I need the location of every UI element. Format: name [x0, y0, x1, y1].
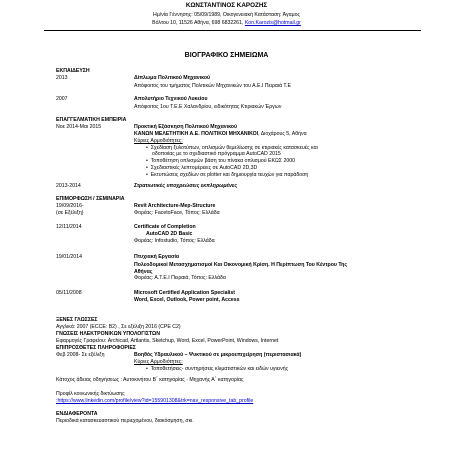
training-date-1b: (σε Εξέλιξη)	[56, 210, 84, 216]
extra-role: Βοηθός Υδραυλικού – Ψυκτικού σε μικροεπιχείρηση (περιστασιακά)	[134, 352, 302, 358]
computer-line: Εφαρμογές Γραφείου: Archicad, Artlantis, Sketchup, Word, Excel, PowerPoint, Windows, Internet	[56, 338, 279, 344]
education-detail-1: Απόφοιτος του τμήματος Πολιτικών Μηχανικών του Α.Ε.Ι Πειραιά Τ.Ε	[134, 83, 291, 89]
experience-address: , Διοχάρους 5, Αθήνα	[258, 131, 307, 137]
header-divider	[44, 30, 421, 31]
military-service: Στρατιωτικές υποχρεώσεις εκπληρωμένες	[134, 183, 238, 189]
training-title-3: Πτυχιακή Εργασία	[134, 254, 180, 260]
experience-role: Προκτική Εξάσκηση Πολιτικού Μηχανικού	[134, 124, 237, 130]
languages-line: Αγγλικά: 2007 (ECCE: B2) , Σε εξέλιξη 2016 (CPE C2)	[56, 324, 181, 330]
bullet-icon: •	[146, 165, 151, 171]
experience-bullet-3: • Σχεδιαστικές λεπτομέρειες σε AutoCAD 2D,3D	[146, 165, 258, 171]
education-heading: ΕΚΠΑΙΔΕΥΣΗ	[56, 68, 90, 74]
training-org-1: Φορέας: FacetoFace, Τόπος: Ελλάδα	[134, 210, 220, 216]
profile-link[interactable]: :https://www.linkedin.com/profile/view?id=155901308&trk=nav_responsive_tab_profile	[56, 398, 254, 404]
bullet-icon: •	[146, 366, 151, 372]
extra-duties-label: Κύριες Αρμοδιότητες:	[134, 359, 183, 365]
experience-period-1: Νοε 2014-Μαι 2015	[56, 124, 102, 130]
interests-line: Περιοδικά κατασκευαστικού περιεχομένου, διακόσμηση, σκι.	[56, 418, 194, 424]
extra-date: Φεβ 2008- Σε εξέλιξη	[56, 352, 105, 358]
experience-bullet-1: • Σχεδίαση ξυλοτύπων, οπλισμών θεμελίωσης σε κτιριακές κατασκευές και	[146, 145, 318, 151]
interests-heading: ΕΝΔΙΑΦΕΡΟΝΤΑ	[56, 411, 98, 417]
candidate-name: ΚΩΝΣΤΑΝΤΙΝΟΣ ΚΑΡΟΖΗΣ	[185, 2, 268, 9]
experience-duties-label: Κύριες Αρμοδιότητες:	[134, 138, 183, 144]
personal-info-line: Ημ/νία Γέννησης: 05/09/1989, Οικογενειακή Κατάσταση: Άγαμος	[153, 12, 300, 18]
computer-heading: ΓΝΩΣΕΙΣ ΗΛΕΚΤΡΟΝΙΚΩΝ ΥΠΟΛΟΓΙΣΤΩΝ	[56, 331, 160, 337]
experience-bullet-4: • Εκτυπώσεις σχεδίων σε plotter και δημιουργία τευχών για παράδοση	[146, 172, 309, 178]
bullet-icon: •	[146, 172, 151, 178]
experience-bullet-1-cont: οδοποιίας με το σχεδιαστικό πρόγραμμα AutoCAD 2015	[152, 151, 281, 157]
experience-company: ΚΑΝΩΝ ΜΕΛΕΤΗΤΙΚΗ Α.Ε. ΠΟΛΙΤΙΚΟΙ ΜΗΧΑΝΙΚΟΙ	[134, 131, 259, 137]
training-date-4: 05/11/2008	[56, 290, 82, 296]
training-title-2: Certificate of Completion	[134, 224, 196, 230]
training-date-1: 19/09/2016-	[56, 203, 84, 209]
training-org-2: Φορέας: Infostudio, Τόπος: Ελλάδα	[134, 238, 215, 244]
education-title-1: Δίπλωμα Πολιτικού Μηχανικού	[134, 75, 211, 81]
training-sub-4: Word, Excel, Outlook, Power point, Access	[134, 297, 240, 303]
training-title-4: Microsoft Certified Application Specialist	[134, 290, 235, 296]
email-link[interactable]: Kon.Karozis@hotmail.gr	[244, 20, 301, 26]
bullet-icon: •	[146, 158, 151, 164]
training-title-1: Revit Architecture-Mep-Structure	[134, 203, 216, 209]
training-date-3: 19/01/2014	[56, 254, 82, 260]
extra-heading: ΕΠΙΠΡΟΣΘΕΤΕΣ ΠΛΗΡΟΦΟΡΙΕΣ	[56, 345, 136, 351]
training-sub-2: AutoCAD 2D Basic	[146, 231, 193, 237]
extra-bullet: • Τοποθετήσεις- συντηρήσεις κλιματιστικών και ειδών υγιεινής	[146, 366, 289, 372]
training-heading: ΕΠΙΜΟΡΦΩΣΗ / ΣΕΜΙΝΑΡΙΑ	[56, 196, 125, 202]
education-year-2: 2007	[56, 96, 68, 102]
experience-bullet-2: • Τοποθέτηση οπλισμών βάση του πίνακα οπλισμού ΕΚΩΣ 2000	[146, 158, 295, 164]
training-sub-3: Πολεοδομικοί Μετασχηματισμοί Και Οικονομική Κρίση. Η Περίπτωση Του Κέντρου Της Αθήνας	[134, 262, 348, 275]
training-org-3: Φορέας: Α.Τ.Ε.Ι Πειραιά, Τόπος: Ελλάδα	[134, 275, 226, 281]
education-detail-2: Απόφοιτος 1ου Τ.Ε.Ε Χαλανδρίου, ειδικότητας Κτιριακών Έργων	[134, 104, 282, 110]
experience-company-line	[134, 132, 307, 137]
training-date-2: 12/11/2014	[56, 224, 82, 230]
experience-heading: ΕΠΑΓΓΕΛΜΑΤΙΚΗ ΕΜΠΕΙΡΙΑ	[56, 117, 127, 123]
driving-license: Κάτοχος άδειας οδηγήσεως : Αυτοκινήτου Β΄ κατηγορίας · Μηχανής Α΄ κατηγορίας	[56, 377, 244, 383]
experience-period-2: 2013-2014	[56, 183, 81, 189]
address-phone: Βόλτου 10, 11526 Αθήνα, 698 6832261,	[152, 20, 245, 26]
languages-heading: ΞΕΝΕΣ ΓΛΩΣΣΕΣ	[56, 317, 98, 323]
document-title: ΒΙΟΓΡΑΦΙΚΟ ΣΗΜΕΙΩΜΑ	[184, 52, 269, 59]
profile-label: Προφίλ κοινωνικής δικτύωσης	[56, 391, 125, 397]
education-year-1: 2013	[56, 75, 68, 81]
education-title-2: Απολυτήριο Τεχνικού Λυκείου	[134, 96, 208, 102]
bullet-icon: •	[146, 145, 151, 151]
contact-line	[0, 21, 453, 26]
